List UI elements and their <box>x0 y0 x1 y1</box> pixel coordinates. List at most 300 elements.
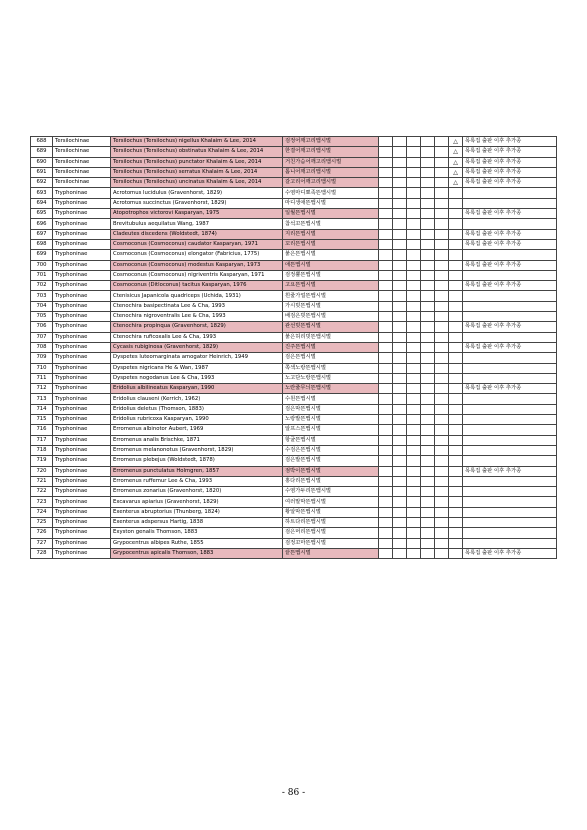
empty-cell <box>379 250 393 260</box>
scientific-name-cell: Erromenus ruffemur Lee & Cha, 1993 <box>111 476 283 486</box>
korean-name-cell: 애뜬맵시벌 <box>283 260 379 270</box>
note-cell: 목록집 출판 이후 추가종 <box>463 384 557 394</box>
empty-cell <box>435 435 449 445</box>
empty-cell <box>379 137 393 147</box>
empty-cell <box>435 517 449 527</box>
korean-name-cell: 흰줄가얼뜬맵시벌 <box>283 291 379 301</box>
empty-cell <box>435 229 449 239</box>
scientific-name-cell: Acrotomus lucidulus (Gravenhorst, 1829) <box>111 188 283 198</box>
empty-cell <box>393 353 407 363</box>
empty-cell <box>435 167 449 177</box>
empty-cell <box>379 239 393 249</box>
korean-name-cell: 하트다리뜬맵시벌 <box>283 517 379 527</box>
species-table <box>30 136 557 559</box>
subfamily-cell: Tersilochinae <box>53 178 111 188</box>
empty-cell <box>421 456 435 466</box>
empty-cell <box>407 209 421 219</box>
empty-cell <box>435 404 449 414</box>
note-cell <box>463 435 557 445</box>
table-row <box>31 507 557 517</box>
korean-name-cell: 갈고리어깨고리맵시벌 <box>283 178 379 188</box>
empty-cell <box>379 167 393 177</box>
empty-cell <box>407 353 421 363</box>
empty-cell <box>393 435 407 445</box>
empty-cell <box>379 301 393 311</box>
empty-cell <box>435 250 449 260</box>
empty-cell <box>421 363 435 373</box>
new-record-marker-cell <box>449 332 463 342</box>
empty-cell <box>435 528 449 538</box>
empty-cell <box>393 517 407 527</box>
new-record-marker-cell <box>449 466 463 476</box>
empty-cell <box>379 342 393 352</box>
empty-cell <box>421 312 435 322</box>
note-cell: 목록집 출판 이후 추가종 <box>463 137 557 147</box>
empty-cell <box>421 517 435 527</box>
new-record-marker-cell <box>449 507 463 517</box>
new-record-marker-cell <box>449 270 463 280</box>
korean-name-cell: 항굴뜬맵시벌 <box>283 435 379 445</box>
empty-cell <box>393 373 407 383</box>
empty-cell <box>393 466 407 476</box>
row-number: 698 <box>31 239 53 249</box>
note-cell <box>463 188 557 198</box>
empty-cell <box>379 394 393 404</box>
empty-cell <box>407 548 421 558</box>
row-number: 718 <box>31 445 53 455</box>
subfamily-cell: Tersilochinae <box>53 137 111 147</box>
scientific-name-cell: Ctenochira basipectinata Lee & Cha, 1993 <box>111 301 283 311</box>
empty-cell <box>421 342 435 352</box>
new-record-marker-cell <box>449 538 463 548</box>
empty-cell <box>393 157 407 167</box>
subfamily-cell: Tryphoninae <box>53 250 111 260</box>
empty-cell <box>435 476 449 486</box>
row-number: 716 <box>31 425 53 435</box>
empty-cell <box>393 229 407 239</box>
empty-cell <box>421 353 435 363</box>
empty-cell <box>421 476 435 486</box>
empty-cell <box>421 332 435 342</box>
empty-cell <box>393 456 407 466</box>
table-row <box>31 178 557 188</box>
note-cell <box>463 425 557 435</box>
korean-name-cell: 붉은허리빗뜬맵시벌 <box>283 332 379 342</box>
scientific-name-cell: Brevitubulus aequilatus Wang, 1987 <box>111 219 283 229</box>
empty-cell <box>407 517 421 527</box>
new-record-marker-cell <box>449 281 463 291</box>
subfamily-cell: Tryphoninae <box>53 188 111 198</box>
row-number: 694 <box>31 198 53 208</box>
note-cell: 목록집 출판 이후 추가종 <box>463 260 557 270</box>
scientific-name-cell: Dyspetes nogodanus Lee & Cha, 1993 <box>111 373 283 383</box>
korean-name-cell: 쪽색노랑뜬맵시벌 <box>283 363 379 373</box>
row-number: 701 <box>31 270 53 280</box>
korean-name-cell: 수염가두리뜬맵시벌 <box>283 487 379 497</box>
note-cell <box>463 528 557 538</box>
row-number: 706 <box>31 322 53 332</box>
scientific-name-cell: Tersilochus (Tersilochus) nigellus Khalaim & Lee, 2014 <box>111 137 283 147</box>
empty-cell <box>393 301 407 311</box>
note-cell <box>463 394 557 404</box>
empty-cell <box>393 219 407 229</box>
empty-cell <box>379 147 393 157</box>
note-cell: 목록집 출판 이후 추가종 <box>463 548 557 558</box>
subfamily-cell: Tryphoninae <box>53 229 111 239</box>
new-record-marker-cell <box>449 445 463 455</box>
note-cell: 목록집 출판 이후 추가종 <box>463 209 557 219</box>
empty-cell <box>421 394 435 404</box>
korean-name-cell: 홍다리뜬맵시벌 <box>283 476 379 486</box>
empty-cell <box>435 497 449 507</box>
korean-name-cell: 고요뜬맵시벌 <box>283 281 379 291</box>
scientific-name-cell: Acrotomus succinctus (Gravenhorst, 1829) <box>111 198 283 208</box>
page-number: - 86 - <box>281 788 306 798</box>
empty-cell <box>435 342 449 352</box>
scientific-name-cell: Ctenisicus Japanicola quadriceps (Uchida, 1931) <box>111 291 283 301</box>
empty-cell <box>379 456 393 466</box>
row-number: 708 <box>31 342 53 352</box>
new-record-marker-cell <box>449 497 463 507</box>
scientific-name-cell: Erromenus albinotor Aubert, 1969 <box>111 425 283 435</box>
empty-cell <box>407 137 421 147</box>
korean-name-cell: 검정어깨고리맵시벌 <box>283 137 379 147</box>
empty-cell <box>407 188 421 198</box>
empty-cell <box>421 291 435 301</box>
subfamily-cell: Tryphoninae <box>53 456 111 466</box>
empty-cell <box>421 147 435 157</box>
note-cell: 목록집 출판 이후 추가종 <box>463 342 557 352</box>
table-row <box>31 198 557 208</box>
empty-cell <box>435 209 449 219</box>
korean-name-cell: 톱니어깨고리맵시벌 <box>283 167 379 177</box>
table-row <box>31 332 557 342</box>
subfamily-cell: Tersilochinae <box>53 167 111 177</box>
scientific-name-cell: Dyspetes luteomarginata amogator Heinrich, 1949 <box>111 353 283 363</box>
empty-cell <box>407 538 421 548</box>
note-cell <box>463 219 557 229</box>
subfamily-cell: Tryphoninae <box>53 487 111 497</box>
empty-cell <box>407 373 421 383</box>
new-record-marker-cell <box>449 363 463 373</box>
row-number: 722 <box>31 487 53 497</box>
note-cell <box>463 476 557 486</box>
table-row <box>31 373 557 383</box>
empty-cell <box>393 404 407 414</box>
empty-cell <box>379 445 393 455</box>
empty-cell <box>407 312 421 322</box>
new-record-marker-cell <box>449 548 463 558</box>
empty-cell <box>421 250 435 260</box>
table-row <box>31 466 557 476</box>
scientific-name-cell: Cladeutes discedens (Woldstedt, 1874) <box>111 229 283 239</box>
scientific-name-cell: Tersilochus (Tersilochus) obstinatus Khalaim & Lee, 2014 <box>111 147 283 157</box>
subfamily-cell: Tryphoninae <box>53 312 111 322</box>
empty-cell <box>379 260 393 270</box>
row-number: 705 <box>31 312 53 322</box>
korean-name-cell: 수원뜬맵시벌 <box>283 394 379 404</box>
korean-name-cell: 한결어깨고리맵시벌 <box>283 147 379 157</box>
empty-cell <box>435 507 449 517</box>
empty-cell <box>435 363 449 373</box>
empty-cell <box>435 322 449 332</box>
new-record-marker-cell <box>449 384 463 394</box>
empty-cell <box>421 167 435 177</box>
row-number: 688 <box>31 137 53 147</box>
empty-cell <box>421 435 435 445</box>
scientific-name-cell: Dyspetes nigricans He & Wan, 1987 <box>111 363 283 373</box>
empty-cell <box>393 445 407 455</box>
empty-cell <box>421 281 435 291</box>
empty-cell <box>393 250 407 260</box>
empty-cell <box>435 178 449 188</box>
empty-cell <box>421 239 435 249</box>
row-number: 689 <box>31 147 53 157</box>
empty-cell <box>435 281 449 291</box>
korean-name-cell: 일월뜬맵시벌 <box>283 209 379 219</box>
row-number: 711 <box>31 373 53 383</box>
empty-cell <box>393 281 407 291</box>
row-number: 692 <box>31 178 53 188</box>
new-record-marker-cell: △ <box>449 157 463 167</box>
korean-name-cell: 노고단노랑뜬맵시벌 <box>283 373 379 383</box>
empty-cell <box>435 384 449 394</box>
empty-cell <box>435 332 449 342</box>
scientific-name-cell: Tersilochus (Tersilochus) serratus Khalaim & Lee, 2014 <box>111 167 283 177</box>
empty-cell <box>379 353 393 363</box>
new-record-marker-cell <box>449 476 463 486</box>
subfamily-cell: Tryphoninae <box>53 239 111 249</box>
empty-cell <box>407 342 421 352</box>
empty-cell <box>379 291 393 301</box>
note-cell: 목록집 출판 이후 추가종 <box>463 322 557 332</box>
new-record-marker-cell <box>449 322 463 332</box>
table-row <box>31 435 557 445</box>
empty-cell <box>379 517 393 527</box>
row-number: 709 <box>31 353 53 363</box>
empty-cell <box>379 332 393 342</box>
new-record-marker-cell <box>449 301 463 311</box>
table-row <box>31 147 557 157</box>
empty-cell <box>379 487 393 497</box>
note-cell <box>463 250 557 260</box>
empty-cell <box>435 137 449 147</box>
korean-name-cell: 참석꼬뜬맵시벌 <box>283 219 379 229</box>
subfamily-cell: Tryphoninae <box>53 198 111 208</box>
scientific-name-cell: Erromenus zonarius (Gravenhorst, 1820) <box>111 487 283 497</box>
empty-cell <box>393 507 407 517</box>
row-number: 704 <box>31 301 53 311</box>
new-record-marker-cell: △ <box>449 137 463 147</box>
row-number: 691 <box>31 167 53 177</box>
empty-cell <box>379 415 393 425</box>
korean-name-cell: 검정꼬마뜬맵시벌 <box>283 538 379 548</box>
row-number: 697 <box>31 229 53 239</box>
note-cell <box>463 415 557 425</box>
row-number: 721 <box>31 476 53 486</box>
empty-cell <box>379 466 393 476</box>
empty-cell <box>379 188 393 198</box>
empty-cell <box>407 322 421 332</box>
note-cell <box>463 517 557 527</box>
empty-cell <box>393 178 407 188</box>
empty-cell <box>407 260 421 270</box>
subfamily-cell: Tryphoninae <box>53 209 111 219</box>
subfamily-cell: Tryphoninae <box>53 538 111 548</box>
empty-cell <box>407 281 421 291</box>
empty-cell <box>407 332 421 342</box>
empty-cell <box>407 198 421 208</box>
scientific-name-cell: Cosmoconus (Cosmoconus) modestus Kasparyan, 1973 <box>111 260 283 270</box>
table-row <box>31 548 557 558</box>
empty-cell <box>407 301 421 311</box>
scientific-name-cell: Erromenus melanonotus (Gravenhorst, 1829) <box>111 445 283 455</box>
korean-name-cell: 수염마디뾰족뜬맵시벌 <box>283 188 379 198</box>
table-row <box>31 301 557 311</box>
row-number: 724 <box>31 507 53 517</box>
empty-cell <box>393 548 407 558</box>
empty-cell <box>407 291 421 301</box>
row-number: 719 <box>31 456 53 466</box>
row-number: 699 <box>31 250 53 260</box>
empty-cell <box>393 415 407 425</box>
empty-cell <box>435 548 449 558</box>
empty-cell <box>379 497 393 507</box>
new-record-marker-cell <box>449 425 463 435</box>
korean-name-cell: 거친가슴어깨고리맵시벌 <box>283 157 379 167</box>
note-cell: 목록집 출판 이후 추가종 <box>463 239 557 249</box>
empty-cell <box>393 497 407 507</box>
table-row <box>31 322 557 332</box>
row-number: 725 <box>31 517 53 527</box>
note-cell <box>463 312 557 322</box>
empty-cell <box>421 188 435 198</box>
empty-cell <box>421 157 435 167</box>
scientific-name-cell: Grypocentrus apicalis Thomson, 1883 <box>111 548 283 558</box>
row-number: 693 <box>31 188 53 198</box>
note-cell <box>463 332 557 342</box>
korean-name-cell: 검은발뜬맵시벌 <box>283 456 379 466</box>
empty-cell <box>379 548 393 558</box>
empty-cell <box>393 239 407 249</box>
empty-cell <box>407 147 421 157</box>
row-number: 727 <box>31 538 53 548</box>
empty-cell <box>379 219 393 229</box>
empty-cell <box>407 487 421 497</box>
scientific-name-cell: Cosmoconus (Cosmoconus) caudator Kasparyan, 1971 <box>111 239 283 249</box>
empty-cell <box>393 384 407 394</box>
empty-cell <box>421 322 435 332</box>
empty-cell <box>379 198 393 208</box>
scientific-name-cell: Cosmoconus (Ditloconus) tacitus Kasparyan, 1976 <box>111 281 283 291</box>
new-record-marker-cell <box>449 353 463 363</box>
empty-cell <box>393 538 407 548</box>
note-cell <box>463 538 557 548</box>
empty-cell <box>435 425 449 435</box>
empty-cell <box>379 373 393 383</box>
scientific-name-cell: Exenterus adspersus Hartig, 1838 <box>111 517 283 527</box>
empty-cell <box>393 425 407 435</box>
subfamily-cell: Tryphoninae <box>53 384 111 394</box>
row-number: 702 <box>31 281 53 291</box>
empty-cell <box>407 456 421 466</box>
row-number: 703 <box>31 291 53 301</box>
new-record-marker-cell <box>449 229 463 239</box>
empty-cell <box>393 137 407 147</box>
scientific-name-cell: Erromenus plebejus (Woldstedt, 1878) <box>111 456 283 466</box>
korean-name-cell: 황알막뜬맵시벌 <box>283 507 379 517</box>
new-record-marker-cell <box>449 404 463 414</box>
table-row <box>31 384 557 394</box>
subfamily-cell: Tryphoninae <box>53 466 111 476</box>
table-row <box>31 342 557 352</box>
korean-name-cell: 검은머리뜬맵시벌 <box>283 528 379 538</box>
korean-name-cell: 검은뜬맵시벌 <box>283 353 379 363</box>
korean-name-cell: 검은막뜬맵시벌 <box>283 404 379 414</box>
row-number: 728 <box>31 548 53 558</box>
korean-name-cell: 마디생애뜬맵시벌 <box>283 198 379 208</box>
table-row <box>31 394 557 404</box>
scientific-name-cell: Erromenus analis Brischke, 1871 <box>111 435 283 445</box>
row-number: 710 <box>31 363 53 373</box>
scientific-name-cell: Excavarus apiarius (Gravenhorst, 1829) <box>111 497 283 507</box>
new-record-marker-cell: △ <box>449 147 463 157</box>
empty-cell <box>421 548 435 558</box>
empty-cell <box>407 445 421 455</box>
scientific-name-cell: Erromenus punctulatus Holmgren, 1857 <box>111 466 283 476</box>
table-row <box>31 229 557 239</box>
row-number: 713 <box>31 394 53 404</box>
scientific-name-cell: Eridolius rubricoxa Kasparyan, 1990 <box>111 415 283 425</box>
empty-cell <box>435 312 449 322</box>
empty-cell <box>407 167 421 177</box>
empty-cell <box>379 528 393 538</box>
subfamily-cell: Tryphoninae <box>53 507 111 517</box>
empty-cell <box>407 363 421 373</box>
empty-cell <box>421 270 435 280</box>
empty-cell <box>393 363 407 373</box>
empty-cell <box>407 229 421 239</box>
table-row <box>31 476 557 486</box>
table-row <box>31 445 557 455</box>
row-number: 723 <box>31 497 53 507</box>
table-row <box>31 157 557 167</box>
new-record-marker-cell <box>449 487 463 497</box>
korean-name-cell: 진주뜬맵시벌 <box>283 342 379 352</box>
note-cell: 목록집 출판 이후 추가종 <box>463 178 557 188</box>
empty-cell <box>393 342 407 352</box>
subfamily-cell: Tryphoninae <box>53 373 111 383</box>
subfamily-cell: Tryphoninae <box>53 281 111 291</box>
table-row <box>31 281 557 291</box>
note-cell <box>463 487 557 497</box>
empty-cell <box>435 301 449 311</box>
note-cell <box>463 198 557 208</box>
empty-cell <box>379 157 393 167</box>
empty-cell <box>435 415 449 425</box>
new-record-marker-cell <box>449 456 463 466</box>
new-record-marker-cell <box>449 517 463 527</box>
new-record-marker-cell <box>449 373 463 383</box>
subfamily-cell: Tryphoninae <box>53 219 111 229</box>
note-cell: 목록집 출판 이후 추가종 <box>463 466 557 476</box>
empty-cell <box>435 219 449 229</box>
table-row <box>31 517 557 527</box>
korean-name-cell: 꼬리뜬맵시벌 <box>283 239 379 249</box>
subfamily-cell: Tersilochinae <box>53 147 111 157</box>
new-record-marker-cell <box>449 435 463 445</box>
empty-cell <box>407 435 421 445</box>
